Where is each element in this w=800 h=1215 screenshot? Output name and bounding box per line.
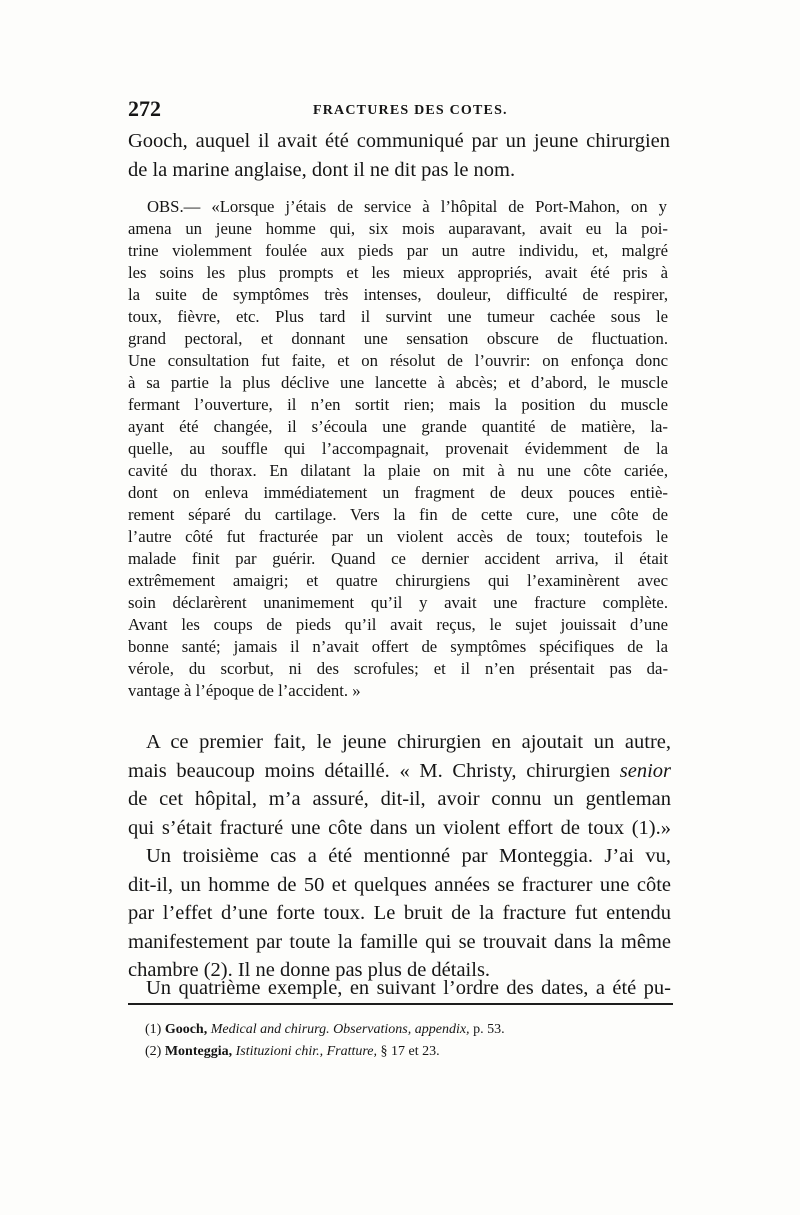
text-line: Gooch, auquel il avait été communiqué par un jeune chirurgien: [128, 130, 670, 152]
paragraph-line: Un quatrième exemple, en suivant l’ordre des dates, a été pu-: [146, 977, 671, 999]
paragraph-line: manifestement par toute la famille qui se trouvait dans la même: [128, 931, 671, 953]
footnote-2: [145, 1043, 440, 1061]
footnote-title: Istituzioni chir., Fratture,: [235, 1044, 378, 1059]
footnote-marker: (1): [145, 1022, 162, 1037]
observation-line: Une consultation fut faite, et on résolut de l’ouvrir: on enfonça donc: [128, 351, 668, 370]
footnote-rule: [128, 1003, 673, 1005]
observation-line: la suite de symptômes très intenses, douleur, difficulté de respirer,: [128, 285, 668, 304]
observation-line: dont on enleva immédiatement un fragment de deux pouces entiè-: [128, 483, 668, 502]
page-number: 272: [128, 96, 161, 121]
footnote-marker: (2): [145, 1044, 162, 1059]
running-title: FRACTURES DES COTES.: [313, 103, 508, 118]
observation-line: extrêmement amaigri; et quatre chirurgiens qui l’examinèrent avec: [128, 571, 668, 590]
paragraph-line: [128, 759, 671, 784]
footnote-references: § 17 et 23.: [380, 1044, 440, 1059]
footnote-author: Gooch,: [164, 1022, 208, 1037]
observation-line: quelle, au souffle qui l’accompagnait, provenait évidemment de la: [128, 439, 668, 458]
observation-line: toux, fièvre, etc. Plus tard il survint une tumeur cachée sous le: [128, 307, 668, 326]
observation-line: fermant l’ouverture, il n’en sortit rien; mais la position du muscle: [128, 395, 668, 414]
paragraph-line: A ce premier fait, le jeune chirurgien en ajoutait un autre,: [146, 731, 671, 753]
italic-word: senior: [619, 760, 671, 782]
observation-line: soin déclarèrent unanimement qu’il y avait une fracture complète.: [128, 593, 668, 612]
observation-line: amena un jeune homme qui, six mois auparavant, avait eu la poi-: [128, 219, 668, 238]
footnote-1: [145, 1021, 505, 1039]
paragraph-text: mais beaucoup moins détaillé. « M. Christy, chirurgien: [128, 760, 611, 782]
observation-line: trine violemment foulée aux pieds par un autre individu, et, malgré: [128, 241, 668, 260]
observation-line: [147, 196, 667, 217]
footnote-title: Medical and chirurg. Observations, appendix,: [210, 1022, 470, 1037]
paragraph-line: par l’effet d’une forte toux. Le bruit de la fracture fut entendu: [128, 902, 671, 924]
observation-text: — «Lorsque j’étais de service à l’hôpital de Port-Mahon, on y: [183, 197, 667, 216]
observation-line: vérole, du scorbut, ni des scrofules; et il n’en présentait pas da-: [128, 659, 668, 678]
observation-line: vantage à l’époque de l’accident. »: [128, 681, 361, 700]
footnote-page: p. 53.: [473, 1022, 505, 1037]
observation-line: bonne santé; jamais il n’avait offert de symptômes spécifiques de la: [128, 637, 668, 656]
text-line: de la marine anglaise, dont il ne dit pas le nom.: [128, 159, 516, 181]
observation-line: ayant été changée, il s’écoula une grande quantité de matière, la-: [128, 417, 668, 436]
observation-line: malade finit par guérir. Quand ce dernier accident arriva, il était: [128, 549, 668, 568]
observation-line: grand pectoral, et donnant une sensation obscure de fluctuation.: [128, 329, 668, 348]
paragraph-line: de cet hôpital, m’a assuré, dit-il, avoir connu un gentleman: [128, 788, 671, 810]
observation-label: OBS.: [147, 197, 184, 216]
footnote-author: Monteggia,: [164, 1044, 233, 1059]
paragraph-line: qui s’était fracturé une côte dans un violent effort de toux (1).»: [128, 817, 671, 839]
paragraph-line: Un troisième cas a été mentionné par Monteggia. J’ai vu,: [146, 845, 671, 867]
observation-line: cavité du thorax. En dilatant la plaie on mit à nu une côte cariée,: [128, 461, 668, 480]
observation-line: à sa partie la plus déclive une lancette à abcès; et d’abord, le muscle: [128, 373, 668, 392]
observation-line: les soins les plus prompts et les mieux appropriés, avait été pris à: [128, 263, 668, 282]
observation-line: l’autre côté fut fracturée par un violent accès de toux; toutefois le: [128, 527, 668, 546]
observation-line: Avant les coups de pieds qu’il avait reçus, le sujet jouissait d’une: [128, 615, 668, 634]
page-header: [128, 96, 671, 124]
paragraph-line: chambre (2). Il ne donne pas plus de détails.: [128, 959, 491, 981]
paragraph-line: dit-il, un homme de 50 et quelques années se fracturer une côte: [128, 874, 671, 896]
observation-line: rement séparé du cartilage. Vers la fin de cette cure, une côte de: [128, 505, 668, 524]
